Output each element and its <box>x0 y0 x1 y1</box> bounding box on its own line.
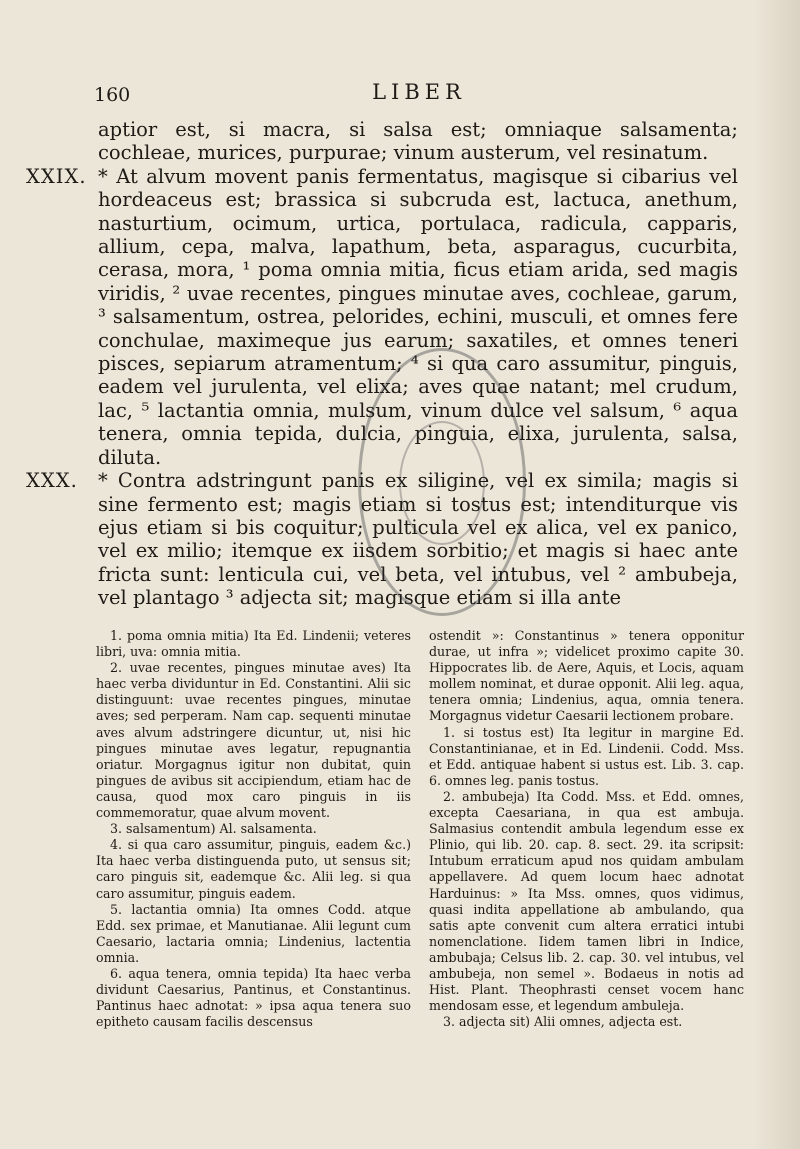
footnote: 3. adjecta sit) Alii omnes, adjecta est. <box>443 1014 683 1030</box>
footnotes-right-column <box>429 628 744 1030</box>
chapter-text: * At alvum movent panis fermentatus, magisque si cibarius vel hordeaceus est; brassica si subcruda est, lactuca, anethum, nasturtium, ocimum, urtica, portulaca, radicula, capparis, allium, cepa, malva, lapathum, beta, asparagus, cucurbita, cerasa, mora, ¹ poma omnia mitia, ficus etiam arida, sed magis viridis, ² uvae recentes, pingues minutae aves, cochleae, garum, ³ salsamentum, ostrea, pelorides, echini, musculi, et omnes fere conchulae, maximeque jus earum; saxatiles, et omnes teneri pisces, sepiarum atramentum; ⁴ si qua caro assumitur, pinguis, eadem vel jurulenta, vel elixa; aves quae natant; mel crudum, lac, ⁵ lactantia omnia, mulsum, vinum dulce vel salsum, ⁶ aqua tenera, omnia tepida, dulcia, pinguia, elixa, jurulenta, salsa, diluta. <box>98 164 738 469</box>
footnote: 2. ambubeja) Ita Codd. Mss. et Edd. omnes, excepta Caesariana, in qua est ambuja. Salmasius contendit ambula legendum esse ex Plinio, qui lib. 20. cap. 8. sect. 29. ita scripsit: Intubum erraticum apud nos quidam ambulam appellavere. Ad quem locum haec adnotat Harduinus: » Ita Mss. omnes, quos vidimus, quasi indita appellatione ab ambulando, qua satis apte convenit cum altera erratici intubi nomenclatione. Iidem tamen libri in Indice, ambubaja; Celsus lib. 2. cap. 30. vel intubus, vel ambubeja, non semel ». Bodaeus in notis ad Hist. Plant. Theophrasti censet vocem hanc mendosam esse, et legendum ambuleja. <box>429 788 744 1014</box>
chapter-numeral: XXIX. <box>26 164 87 188</box>
main-text <box>26 118 738 610</box>
footnote: 1. si tostus est) Ita legitur in margine Ed. Constantinianae, et in Ed. Lindenii. Codd. Mss. et Edd. antiquae habent si ustus est. Lib. 3. cap. 6. omnes leg. panis tostus. <box>429 724 744 788</box>
footnote-continuation: ostendit »: Constantinus » tenera opponitur durae, ut infra »; videlicet proximo capite 30. Hippocrates lib. de Aere, Aquis, et Locis, aquam mollem nominat, et durae opponit. Alii leg. aqua, tenera omnia; Lindenius, aqua, omnia tenera. Morgagnus videtur Caesarii lectionem probare. <box>429 628 744 724</box>
footnote: 1. poma omnia mitia) Ita Ed. Lindenii; veteres libri, uva: omnia mitia. <box>96 628 411 660</box>
running-head: LIBER <box>372 80 466 104</box>
chapter-paragraph-29 <box>26 164 738 469</box>
footnotes-left-column <box>96 628 411 1030</box>
footnote: 5. lactantia omnia) Ita omnes Codd. atque Edd. sex primae, et Manutianae. Alii legunt cum Caesario, lactaria omnia; Lindenius, lactentia omnia. <box>96 901 411 965</box>
chapter-text: * Contra adstringunt panis ex siligine, vel ex simila; magis si sine fermento est; magis etiam si tostus est; intenditurque vis ejus etiam si bis coquitur; pulticula vel ex alica, vel ex panico, vel ex milio; itemque ex iisdem sorbitio; et magis si haec ante fricta sunt: lenticula cui, vel beta, vel intubus, vel ² ambubeja, vel plantago ³ adjecta sit; magisque etiam si illa ante <box>98 469 738 610</box>
page-header <box>94 80 744 110</box>
chapter-numeral: XXX. <box>26 469 78 493</box>
footnotes <box>96 628 744 1030</box>
footnote: 4. si qua caro assumitur, pinguis, eadem &c.) Ita haec verba distinguenda puto, ut sensus sit; caro pinguis sit, eademque &c. Alii leg. si qua caro assumitur, pinguis eadem. <box>96 837 411 901</box>
footnote: 6. aqua tenera, omnia tepida) Ita haec verba dividunt Caesarius, Pantinus, et Constantinus. Pantinus haec adnotat: » ipsa aqua tenera suo epitheto causam facilis descensus <box>96 965 411 1030</box>
footnote: 2. uvae recentes, pingues minutae aves) Ita haec verba dividuntur in Ed. Constantini. Alii sic distinguunt: uvae recentes pingues, minutae aves; sed perperam. Nam cap. sequenti minutae aves alvum adstringere dicuntur, ut, nisi hic pingues minutae aves legatur, repugnantia oriatur. Morgagnus igitur non dubitat, quin pingues de avibus sit accipiendum, etiam hac de causa, quod mox caro pinguis in iis commemoratur, quae alvum movent. <box>96 660 411 821</box>
page-edge-shadow <box>754 0 800 1149</box>
page-number: 160 <box>94 84 131 106</box>
chapter-paragraph-30 <box>26 469 738 610</box>
footnote: 3. salsamentum) Al. salsamenta. <box>110 821 317 837</box>
opening-paragraph: aptior est, si macra, si salsa est; omniaque salsamenta; cochleae, murices, purpurae; vinum austerum, vel resinatum. <box>98 118 738 165</box>
